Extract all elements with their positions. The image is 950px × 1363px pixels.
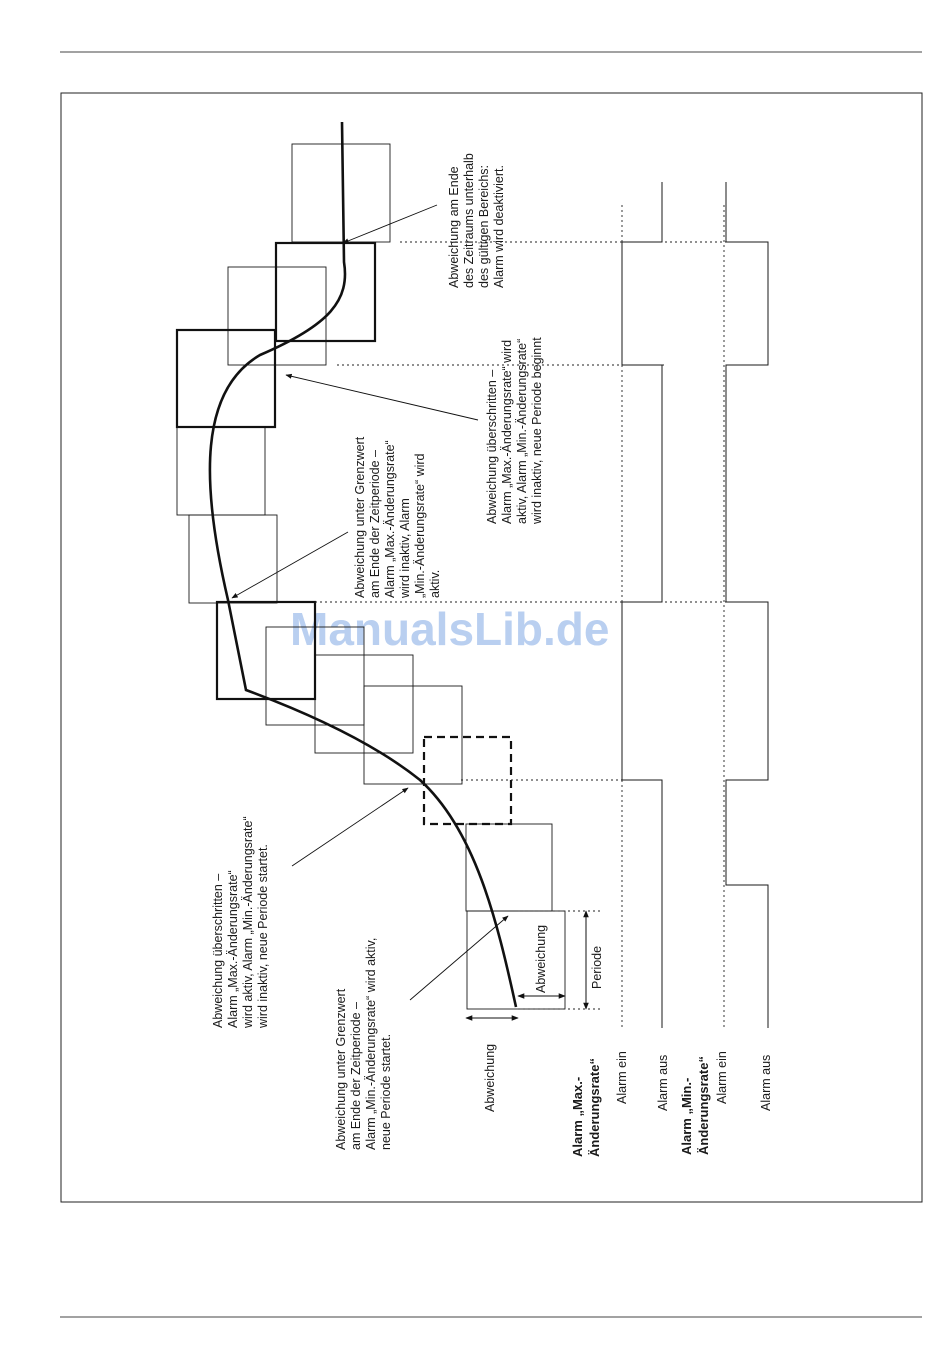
min-alarm-on-label: Alarm ein [715, 1051, 729, 1104]
min-alarm-signal [726, 182, 768, 1028]
abweichung-inner-label: Abweichung [534, 924, 548, 993]
periode-label: Periode [590, 945, 604, 989]
annotation-max-inactive: Abweichung unter Grenzwert am Ende der Zeitperiode – Alarm „Max.-Änderungsrate“ wird inaktiv, Alarm „Min.-Änderungsrate“ wird aktiv. [353, 436, 442, 598]
alarm-periods [177, 243, 511, 824]
abweichung-axis-label: Abweichung [483, 1043, 497, 1112]
min-alarm-off-label: Alarm aus [759, 1054, 773, 1111]
annotation-max-active: Abweichung überschritten – Alarm „Max.-Änderungsrate“ wird aktiv, Alarm „Min.-Änderungsrate“ wird inaktiv, neue Periode startet. [211, 816, 270, 1028]
annotation-new-period: Abweichung überschritten – Alarm „Max.-Änderungsrate“ wird aktiv, Alarm „Min.-Änderungsrate“ wird inaktiv, neue Periode beginnt [485, 337, 544, 524]
max-alarm-title: Alarm „Max.- Änderungsrate“ [570, 1058, 602, 1157]
annotation-deactivated: Abweichung am Ende des Zeitraums unterhalb des gültigen Bereichs: Alarm wird deaktiviert. [447, 153, 506, 288]
max-alarm-off-label: Alarm aus [656, 1054, 670, 1111]
max-alarm-signal [622, 182, 662, 1028]
watermark: ManualsLib.de [290, 603, 610, 655]
max-alarm-on-label: Alarm ein [615, 1051, 629, 1104]
annotation-min-active: Abweichung unter Grenzwert am Ende der Zeitperiode – Alarm „Min.-Änderungsrate“ wird aktiv, neue Periode startet. [334, 937, 393, 1150]
min-alarm-title: Alarm „Min.- Änderungsrate“ [679, 1056, 711, 1155]
